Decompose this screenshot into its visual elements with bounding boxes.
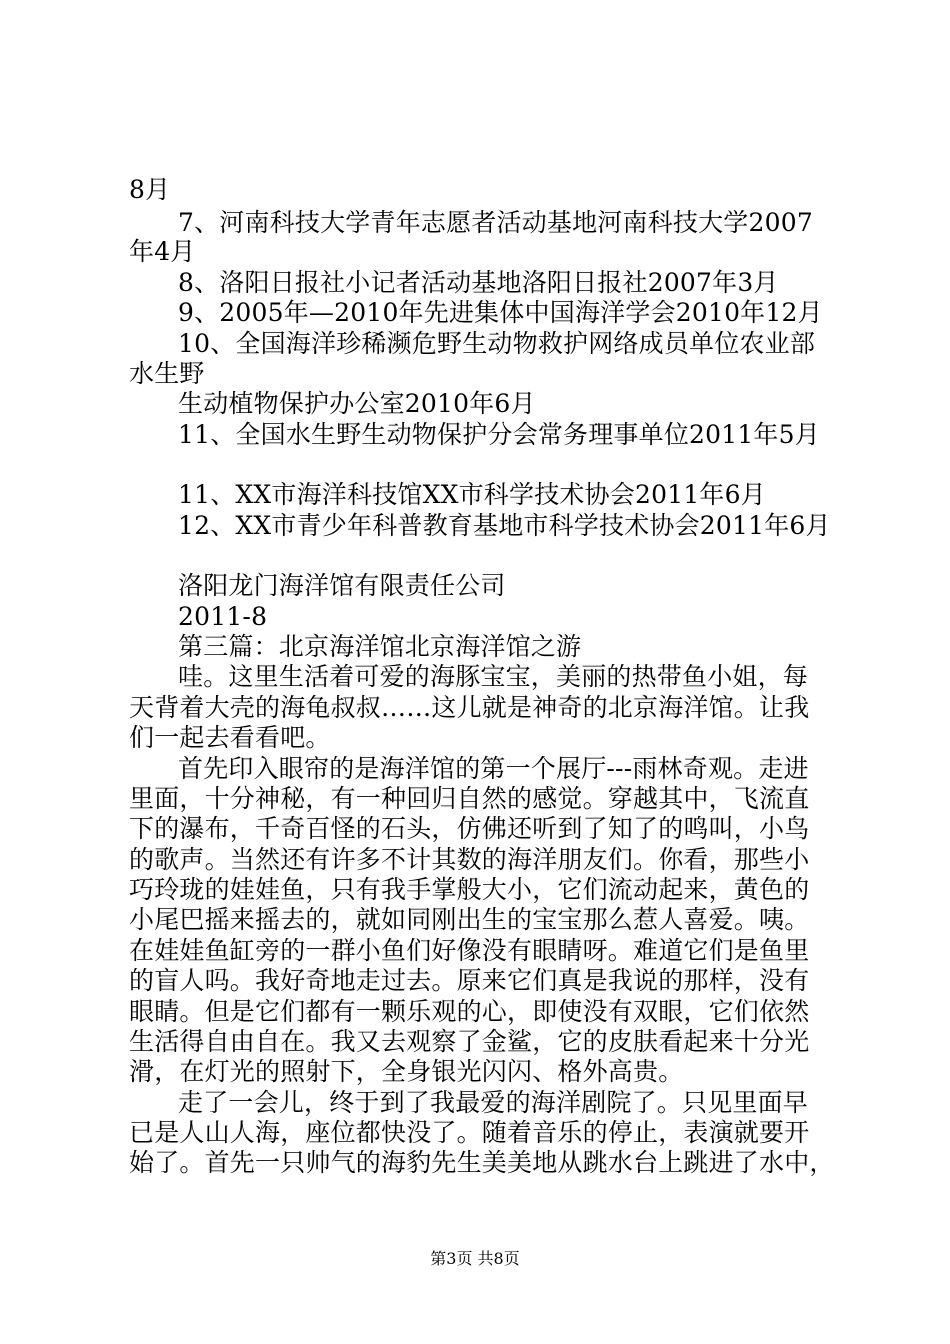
text-line: 滑，在灯光的照射下，全身银光闪闪、格外高贵。	[129, 1057, 684, 1086]
text-line: 8月	[129, 175, 171, 204]
text-line: 的盲人吗。我好奇地走过去。原来它们真是我说的那样，没有	[129, 966, 810, 995]
text-line: 已是人山人海，座位都快没了。随着音乐的停止，表演就要开	[129, 1118, 810, 1147]
text-line: 小尾巴摇来摇去的，就如同刚出生的宝宝那么惹人喜爱。咦。	[129, 905, 810, 934]
text-line: 12、XX市青少年科普教育基地市科学技术协会2011年6月	[178, 511, 831, 540]
text-line: 里面，十分神秘，有一种回归自然的感觉。穿越其中，飞流直	[129, 784, 810, 813]
text-line: 年4月	[129, 237, 196, 266]
text-line: 天背着大壳的海龟叔叔……这儿就是神奇的北京海洋馆。让我	[129, 693, 810, 722]
text-line: 的歌声。当然还有许多不计其数的海洋朋友们。你看，那些小	[129, 845, 810, 874]
text-line: 9、2005年—2010年先进集体中国海洋学会2010年12月	[178, 298, 823, 327]
text-line: 始了。首先一只帅气的海豹先生美美地从跳水台上跳进了水中，	[129, 1148, 835, 1177]
text-line: 首先印入眼帘的是海洋馆的第一个展厅---雨林奇观。走进	[178, 754, 809, 783]
text-line: 生动植物保护办公室2010年6月	[178, 389, 536, 418]
text-line: 2011-8	[178, 602, 268, 631]
text-line: 走了一会儿，终于到了我最爱的海洋剧院了。只见里面早	[178, 1088, 809, 1117]
text-line: 眼睛。但是它们都有一颗乐观的心，即使没有双眼，它们依然	[129, 997, 810, 1026]
text-line: 水生野	[129, 359, 205, 388]
text-line: 11、XX市海洋科技馆XX市科学技术协会2011年6月	[178, 480, 766, 509]
text-line: 生活得自由自在。我又去观察了金鲨，它的皮肤看起来十分光	[129, 1027, 810, 1056]
text-line: 洛阳龙门海洋馆有限责任公司	[178, 571, 506, 600]
text-line: 巧玲珑的娃娃鱼，只有我手掌般大小，它们流动起来，黄色的	[129, 875, 810, 904]
text-line: 8、洛阳日报社小记者活动基地洛阳日报社2007年3月	[178, 268, 779, 297]
section-heading: 第三篇：北京海洋馆北京海洋馆之游	[178, 632, 582, 661]
text-line: 哇。这里生活着可爱的海豚宝宝，美丽的热带鱼小姐，每	[178, 662, 809, 691]
text-line: 们一起去看看吧。	[129, 723, 331, 752]
text-line: 11、全国水生野生动物保护分会常务理事单位2011年5月	[178, 420, 820, 449]
text-line: 下的瀑布，千奇百怪的石头，仿佛还听到了知了的鸣叫，小鸟	[129, 814, 810, 843]
text-line: 10、全国海洋珍稀濒危野生动物救护网络成员单位农业部	[178, 329, 816, 358]
text-line: 在娃娃鱼缸旁的一群小鱼们好像没有眼睛呀。难道它们是鱼里	[129, 936, 810, 965]
text-line: 7、河南科技大学青年志愿者活动基地河南科技大学2007	[178, 208, 813, 237]
page-footer: 第3页 共8页	[430, 1249, 520, 1268]
